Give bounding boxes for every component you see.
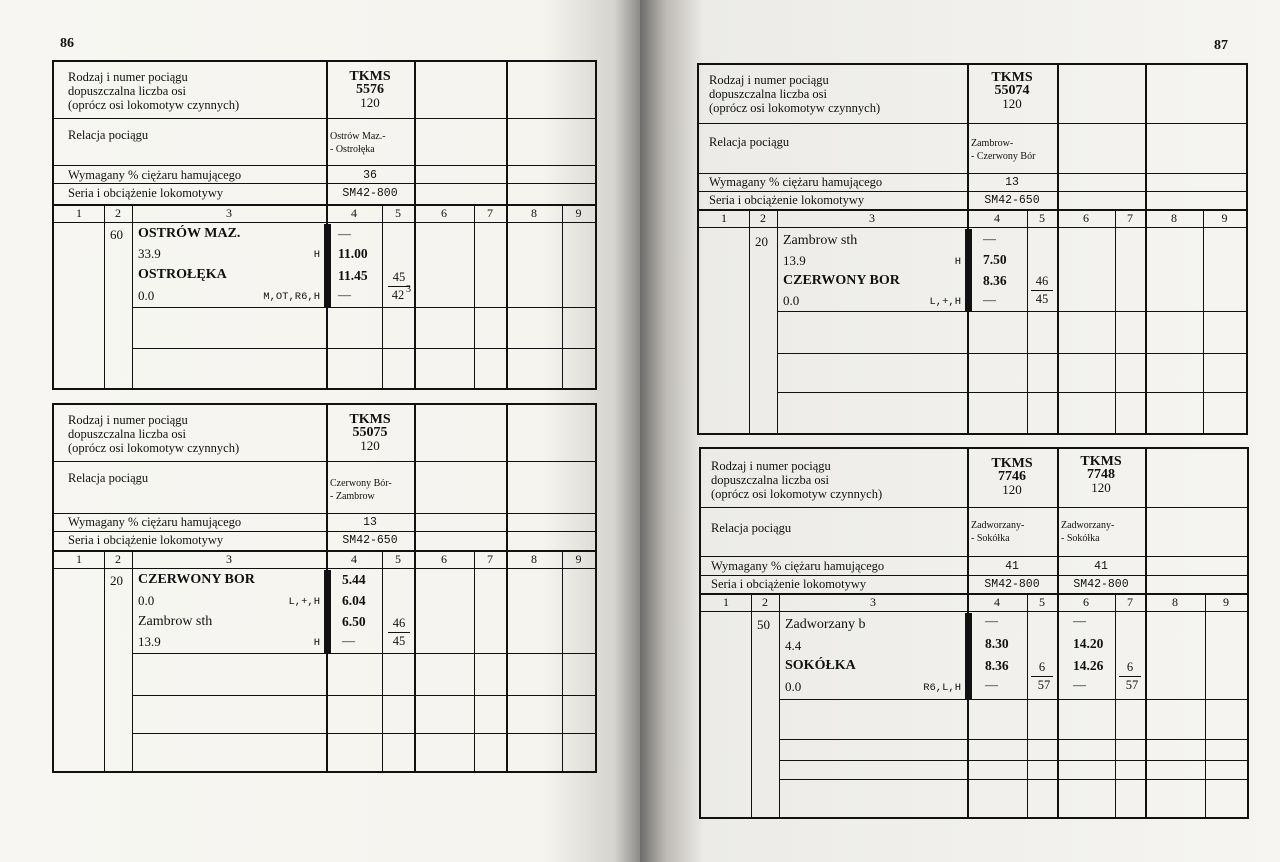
arrival-time: — [983, 231, 996, 246]
station-flags: M,OT,R6,H [263, 291, 320, 303]
loco-value: SM42-800 [342, 187, 398, 200]
train-header-7748: TKMS 7748 120 [1080, 454, 1122, 495]
station-name: OSTROŁĘKA [138, 267, 227, 282]
station-flags: H [313, 249, 320, 261]
arrival-time: 14.26 [1073, 658, 1104, 673]
departure-time: 11.00 [338, 246, 368, 261]
timetable-card-55074: Rodzaj i numer pociągu dopuszczalna liczba osi (oprócz osi lokomotyw czynnych) TKMS 55074 120 Relacja pociągu Zambrow- - Czerwony Bór Wymagany % ciężaru hamującego 13 Seria i obciążenie lokomotywy SM42-650 1 2 3 4 5 6 7 8 9 20 Zambrow sth 13.9 H — 7.50 CZERWONY BOR 0.0 L,+,H 8.36 — 46 45 [697, 63, 1248, 435]
arrival-time: 11.45 [338, 268, 368, 283]
station-name: SOKÓŁKA [785, 658, 856, 673]
train-kind-label: Rodzaj i numer pociągu [68, 70, 188, 84]
arrival-time: — [338, 226, 351, 241]
departure-time: — [983, 292, 996, 307]
speed-limit: 20 [110, 573, 123, 588]
station-name: CZERWONY BOR [783, 273, 900, 288]
departure-time: 6.04 [342, 593, 366, 608]
axle-count: 120 [360, 95, 380, 110]
col5-top: 45 [392, 270, 406, 284]
arrival-time: — [1073, 613, 1086, 628]
station-km: 4.4 [785, 638, 802, 653]
train-type: TKMS [349, 69, 391, 84]
train-header-7746: TKMS 7746 120 [991, 456, 1033, 497]
station-km: 13.9 [138, 634, 161, 649]
departure-time: 8.30 [985, 636, 1009, 651]
station-name: CZERWONY BOR [138, 572, 255, 587]
departure-time: — [342, 633, 355, 648]
relation-label: Relacja pociągu [68, 128, 149, 142]
arrival-time: 5.44 [342, 572, 366, 587]
station-name: Zambrow sth [138, 614, 213, 629]
relation-value-7748: Zadworzany- - Sokółka [1061, 520, 1115, 544]
train-number: 5576 [356, 82, 384, 97]
relation-value-7746: Zadworzany- - Sokółka [971, 520, 1025, 544]
train-header: TKMS 55074 120 [991, 70, 1033, 111]
loco-label: Seria i obciążenie lokomotywy [68, 186, 224, 200]
station-flags: R6,L,H [923, 682, 961, 694]
station-flags: H [954, 256, 961, 268]
page-number: 86 [60, 36, 74, 51]
station-km: 33.9 [138, 246, 161, 261]
departure-time: 14.20 [1073, 636, 1104, 651]
station-flags: H [313, 637, 320, 649]
arrival-time: 6.50 [342, 614, 366, 629]
speed-limit: 60 [110, 227, 123, 242]
braking-value: 36 [363, 169, 377, 182]
col5-sup: 3 [406, 284, 411, 295]
axles-label: dopuszczalna liczba osi [68, 84, 187, 98]
station-name: OSTRÓW MAZ. [138, 226, 241, 241]
station-km: 0.0 [783, 293, 800, 308]
station-flags: L,+,H [288, 596, 320, 608]
axles-note-label: (oprócz osi lokomotyw czynnych) [68, 98, 240, 112]
timetable-card-7746-7748: Rodzaj i numer pociągu dopuszczalna liczba osi (oprócz osi lokomotyw czynnych) TKMS 7746 120 TKMS 7748 120 Relacja pociągu Zadworzany- - Sokółka Zadworzany- - Sokółka Wymagany % ciężaru hamującego 41 41 Seria i obciążenie lokomotywy SM42-800 SM42-800 1 2 3 4 5 6 7 8 9 50 Zadworzany b 4.4 SOKÓŁKA 0.0 R6,L,H — 8.30 8.36 — 6 57 — 14.20 14.26 — 6 57 [699, 447, 1249, 819]
station-name: Zadworzany b [785, 617, 866, 632]
page-number: 87 [1214, 38, 1228, 53]
timetable-card-5576: Rodzaj i numer pociągu dopuszczalna liczba osi (oprócz osi lokomotyw czynnych) TKMS 5576 120 Relacja pociągu Ostrów Maz.- - Ostrołęka Wymagany % ciężaru hamującego 36 Seria i obciążenie lokomotywy SM42-800 1 2 3 4 5 6 7 8 9 60 OSTRÓW MAZ. 33.9 H — 11.00 OSTROŁĘKA 0.0 M,OT,R6,H 11.45 — 45 42 3 [52, 60, 597, 390]
arrival-time: 8.36 [983, 273, 1007, 288]
speed-limit: 50 [757, 617, 770, 632]
relation-value: Czerwony Bór- - Zambrow [330, 478, 392, 502]
station-km: 0.0 [138, 593, 155, 608]
relation-value: Ostrów Maz.- - Ostrołęka [330, 131, 386, 155]
arrival-time: — [985, 613, 998, 628]
departure-time: — [1073, 677, 1086, 692]
relation-value: Zambrow- - Czerwony Bór [971, 138, 1036, 162]
station-km: 0.0 [138, 288, 155, 303]
timetable-card-55075: Rodzaj i numer pociągu dopuszczalna liczba osi (oprócz osi lokomotyw czynnych) TKMS 55075 120 Relacja pociągu Czerwony Bór- - Zambrow Wymagany % ciężaru hamującego 13 Seria i obciążenie lokomotywy SM42-650 1 2 3 4 5 6 7 8 9 20 CZERWONY BOR 0.0 L,+,H 5.44 6.04 Zambrow sth 13.9 H 6.50 — 46 45 [52, 403, 597, 773]
station-name: Zambrow sth [783, 233, 858, 248]
station-km: 13.9 [783, 253, 806, 268]
speed-limit: 20 [755, 234, 768, 249]
station-km: 0.0 [785, 679, 802, 694]
col5-bottom: 42 [391, 288, 405, 302]
braking-label: Wymagany % ciężaru hamującego [68, 168, 242, 182]
train-header: TKMS 55075 120 [349, 412, 391, 453]
train-header [326, 70, 414, 109]
station-flags: L,+,H [929, 296, 961, 308]
departure-time: 7.50 [983, 252, 1007, 267]
departure-time: — [985, 677, 998, 692]
right-page [640, 0, 1280, 862]
arrival-time: 8.36 [985, 658, 1009, 673]
departure-time: — [338, 287, 351, 302]
